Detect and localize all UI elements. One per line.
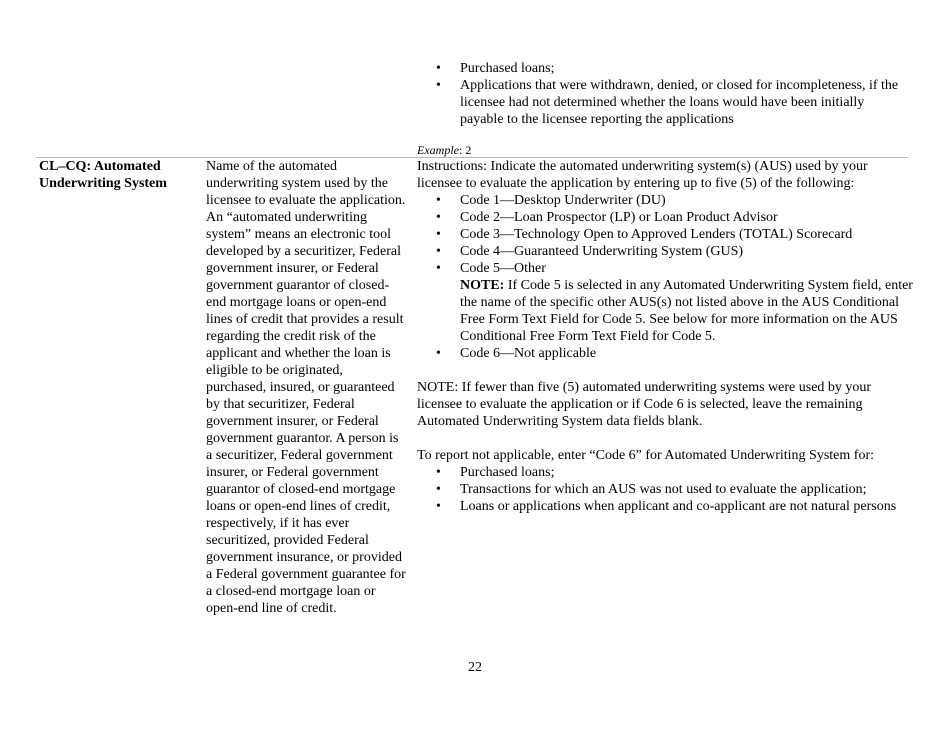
field-instructions <box>417 158 913 515</box>
example-line <box>417 143 471 157</box>
code-text: Code 2—Loan Prospector (LP) or Loan Product Advisor <box>460 210 778 225</box>
bullet-icon: • <box>436 346 441 361</box>
example-label: Example <box>417 143 459 157</box>
remaining-fields-note: NOTE: If fewer than five (5) automated underwriting systems were used by your licensee to evaluate the application or if Code 6 is selected, leave the remaining Automated Underwriting System data fields blank. <box>417 380 872 429</box>
bullet-icon: • <box>436 227 441 242</box>
list-item <box>417 481 913 498</box>
bullet-icon: • <box>436 482 441 497</box>
code-list <box>417 192 913 362</box>
code-item <box>417 260 913 345</box>
not-applicable-intro: To report not applicable, enter “Code 6” for Automated Underwriting System for: <box>417 448 875 463</box>
page-number: 22 <box>468 660 482 675</box>
list-item <box>417 498 913 515</box>
code-text: Code 5—Other <box>460 261 546 276</box>
list-item <box>417 464 913 481</box>
example-value: : 2 <box>458 143 472 157</box>
code-text: Code 4—Guaranteed Underwriting System (GUS) <box>460 244 744 259</box>
code-item <box>417 243 913 260</box>
continued-bullet-list <box>417 60 907 128</box>
list-item-text: Transactions for which an AUS was not used to evaluate the application; <box>460 482 867 497</box>
field-name: CL–CQ: Automated Underwriting System <box>39 159 167 191</box>
bullet-icon: • <box>436 210 441 225</box>
bullet-icon: • <box>436 61 441 76</box>
list-item <box>417 60 907 77</box>
bullet-icon: • <box>436 499 441 514</box>
bullet-icon: • <box>436 261 441 276</box>
code5-note-label: NOTE: <box>460 278 505 293</box>
code-item <box>417 192 913 209</box>
code-item <box>417 226 913 243</box>
code-text: Code 1—Desktop Underwriter (DU) <box>460 193 666 208</box>
instructions-intro: Instructions: Indicate the automated underwriting system(s) (AUS) used by your licensee to evaluate the application by entering up to five (5) of the following: <box>417 159 868 191</box>
code-text: Code 3—Technology Open to Approved Lenders (TOTAL) Scorecard <box>460 227 853 242</box>
code5-note-text: If Code 5 is selected in any Automated Underwriting System field, enter the name of the specific other AUS(s) not listed above in the AUS Conditional Free Form Text Field for Code 5. See below for more information on the AUS Conditional Free Form Text Field for Code 5. <box>460 278 913 344</box>
code-item <box>417 209 913 226</box>
list-item-text: Loans or applications when applicant and co-applicant are not natural persons <box>460 499 897 514</box>
code-item <box>417 345 913 362</box>
bullet-icon: • <box>436 465 441 480</box>
list-item <box>417 77 907 128</box>
bullet-icon: • <box>436 78 441 93</box>
bullet-icon: • <box>436 193 441 208</box>
list-item-text: Purchased loans; <box>460 61 555 76</box>
not-applicable-list <box>417 464 913 515</box>
bullet-icon: • <box>436 244 441 259</box>
code-text: Code 6—Not applicable <box>460 346 597 361</box>
list-item-text: Applications that were withdrawn, denied, or closed for incompleteness, if the licensee had not determined whether the loans would have been initially payable to the licensee reporting the applications <box>460 78 899 127</box>
field-definition: Name of the automated underwriting system used by the licensee to evaluate the application. An “automated underwriting system” means an electronic tool developed by a securitizer, Federal government insurer, or Federal government guarantor of closed-end mortgage loans or open-end lines of credit that provides a result regarding the credit risk of the applicant and whether the loan is eligible to be originated, purchased, insured, or guaranteed by that securitizer, Federal government insurer, or Federal government guarantor. A person is a securitizer, Federal government insurer, or Federal government guarantor of closed-end mortgage loans or open-end lines of credit, respectively, if it has ever securitized, provided Federal government insurance, or provided a Federal government guarantee for a closed-end mortgage loan or open-end line of credit. <box>206 159 406 616</box>
list-item-text: Purchased loans; <box>460 465 555 480</box>
